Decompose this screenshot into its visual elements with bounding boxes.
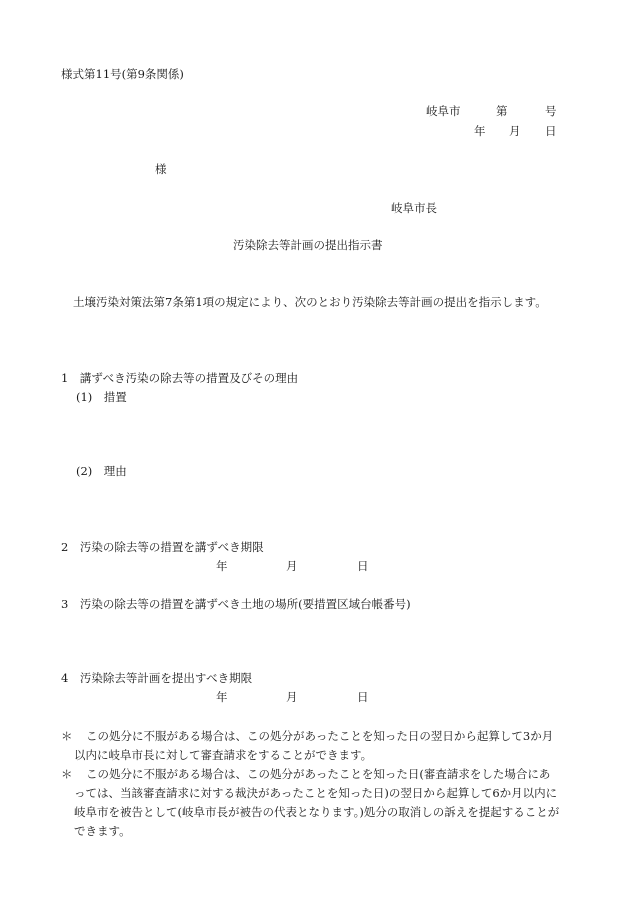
document-title: 汚染除去等計画の提出指示書 bbox=[233, 238, 383, 252]
section-1-sub-measures: (1) 措置 bbox=[76, 390, 127, 404]
date-month: 月 bbox=[509, 124, 521, 138]
number-dai: 第 bbox=[496, 104, 508, 118]
note-text: この処分に不服がある場合は、この処分があったことを知った日の翌日から起算して3か月以内に岐阜市長に対して審査請求をすることができます。 bbox=[74, 729, 554, 762]
section-4-month: 月 bbox=[286, 690, 298, 704]
date-year: 年 bbox=[474, 124, 486, 138]
body-text: 土壌汚染対策法第7条第1項の規定により、次のとおり汚染除去等計画の提出を指示します。 bbox=[73, 295, 547, 309]
section-4-heading: 4 汚染除去等計画を提出すべき期限 bbox=[61, 671, 253, 685]
note-1 bbox=[61, 727, 561, 765]
note-text: この処分に不服がある場合は、この処分があったことを知った日(審査請求をした場合にあっては、当該審査請求に対する裁決があったことを知った日)の翌日から起算して6か月以内に岐阜市を被告として(岐阜市長が被告の代表となります。)処分の取消しの訴えを提起することができます。 bbox=[74, 767, 560, 838]
issuing-city: 岐阜市 bbox=[426, 104, 461, 118]
addressee-suffix: 様 bbox=[155, 162, 167, 176]
section-1-sub-reason: (2) 理由 bbox=[76, 464, 127, 478]
body-paragraph bbox=[61, 293, 559, 312]
date-day: 日 bbox=[545, 124, 557, 138]
section-2-day: 日 bbox=[357, 559, 369, 573]
note-mark: ＊ bbox=[61, 729, 73, 743]
section-4-day: 日 bbox=[357, 690, 369, 704]
section-2-year: 年 bbox=[216, 559, 228, 573]
section-4-year: 年 bbox=[216, 690, 228, 704]
section-3-heading: 3 汚染の除去等の措置を講ずべき土地の場所(要措置区域台帳番号) bbox=[61, 597, 411, 611]
section-1-heading: 1 講ずべき汚染の除去等の措置及びその理由 bbox=[61, 371, 299, 385]
form-label: 様式第11号(第9条関係) bbox=[61, 67, 184, 81]
number-go: 号 bbox=[545, 104, 557, 118]
section-2-month: 月 bbox=[286, 559, 298, 573]
section-2-heading: 2 汚染の除去等の措置を講ずべき期限 bbox=[61, 540, 264, 554]
note-2 bbox=[61, 765, 561, 841]
issuer-name: 岐阜市長 bbox=[391, 201, 437, 215]
note-mark: ＊ bbox=[61, 767, 73, 781]
